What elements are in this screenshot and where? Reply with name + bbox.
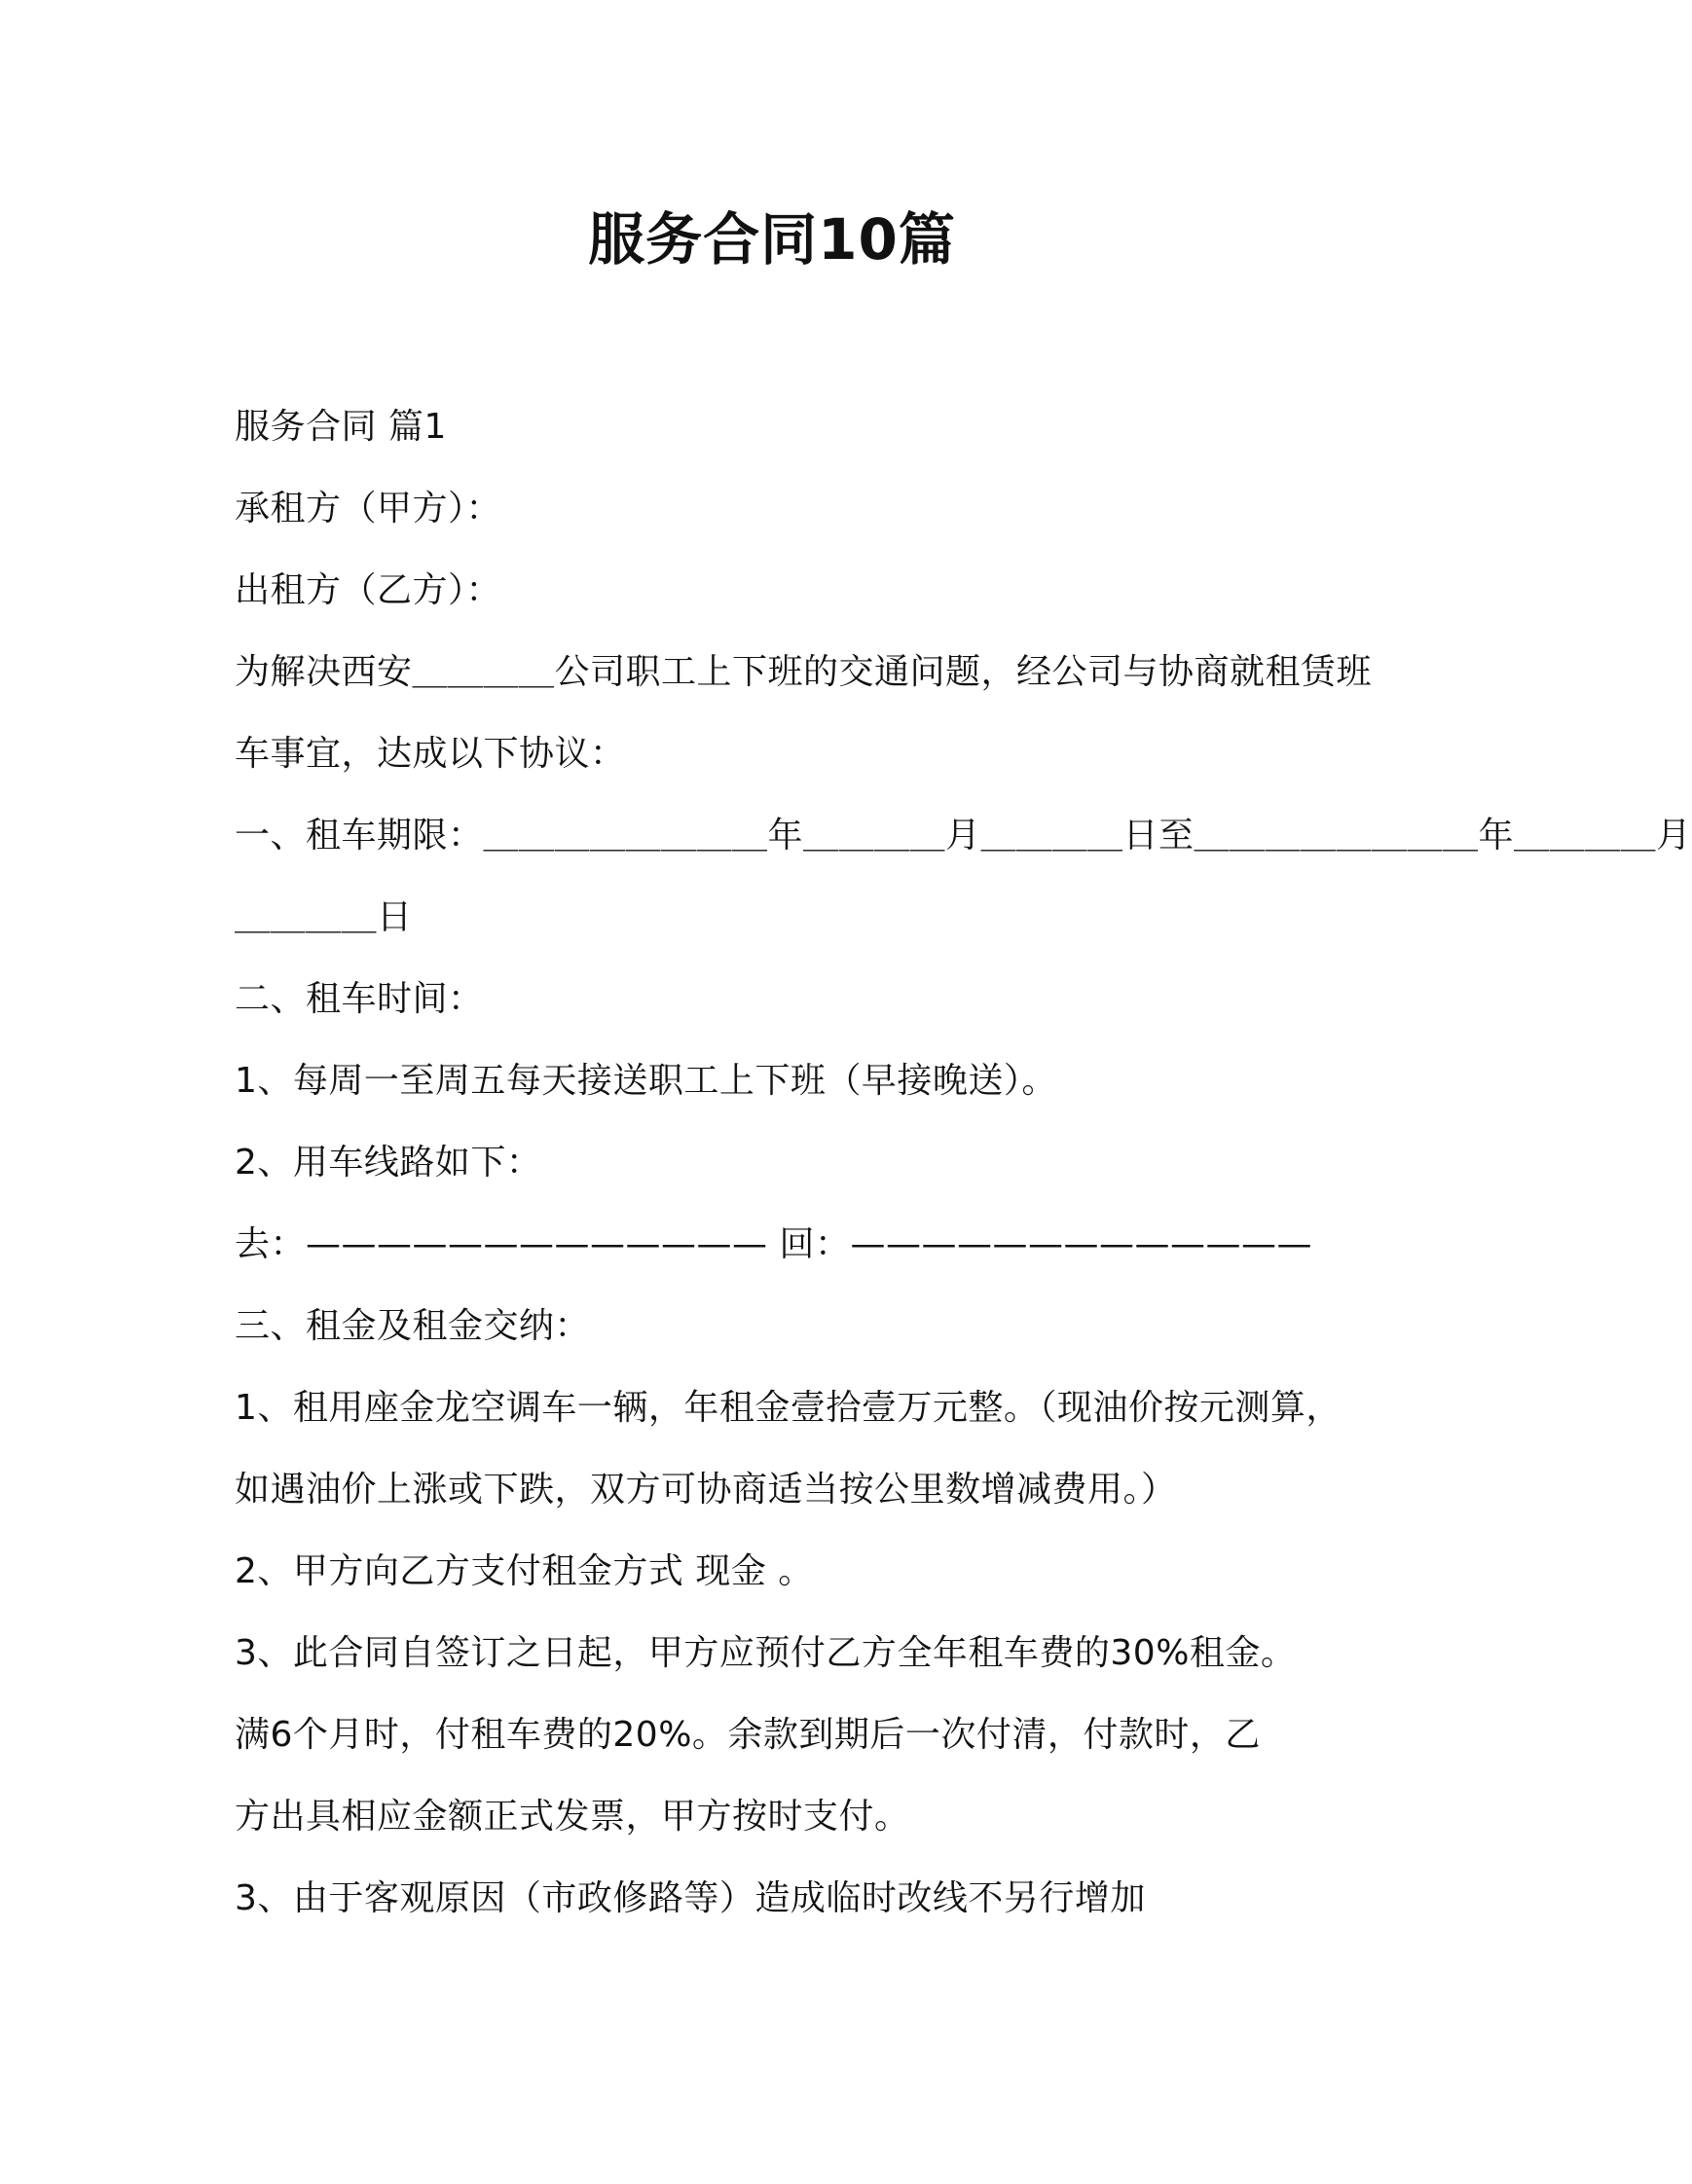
clause-heading: 二、租车时间： bbox=[235, 979, 484, 1019]
document-title: 服务合同10篇 bbox=[588, 206, 956, 273]
rental-period-line: 一、租车期限：＿＿＿＿＿＿＿＿年＿＿＿＿月＿＿＿＿日至＿＿＿＿＿＿＿＿年＿＿＿＿月 bbox=[235, 816, 1692, 855]
clause-item: 方出具相应金额正式发票，甲方按时支付。 bbox=[235, 1797, 910, 1837]
section-heading: 服务合同 篇1 bbox=[235, 407, 447, 447]
clause-heading: 三、租金及租金交纳： bbox=[235, 1306, 591, 1346]
rental-period-line: ＿＿＿＿日 bbox=[235, 897, 413, 937]
clause-item: 1、租用座金龙空调车一辆，年租金壹拾壹万元整。（现油价按元测算， bbox=[235, 1388, 1342, 1428]
clause-item: 3、由于客观原因（市政修路等）造成临时改线不另行增加 bbox=[235, 1878, 1146, 1918]
clause-item: 2、用车线路如下： bbox=[235, 1143, 542, 1183]
clause-item: 3、此合同自签订之日起，甲方应预付乙方全年租车费的30%租金。 bbox=[235, 1633, 1297, 1673]
clause-item: 满6个月时，付租车费的20%。余款到期后一次付清，付款时，乙 bbox=[235, 1715, 1261, 1755]
clause-item: 2、甲方向乙方支付租金方式 现金 。 bbox=[235, 1551, 814, 1591]
paragraph-line: 车事宜，达成以下协议： bbox=[235, 734, 626, 774]
clause-item: 如遇油价上涨或下跌，双方可协商适当按公里数增减费用。） bbox=[235, 1470, 1177, 1510]
clause-item: 1、每周一至周五每天接送职工上下班（早接晚送）。 bbox=[235, 1061, 1057, 1101]
paragraph-line: 为解决西安＿＿＿＿公司职工上下班的交通问题，经公司与协商就租赁班 bbox=[235, 652, 1373, 692]
lessee-line: 承租方（甲方）： bbox=[235, 489, 502, 528]
route-line: 去：————————————— 回：————————————— bbox=[235, 1224, 1312, 1264]
lessor-line: 出租方（乙方）： bbox=[235, 570, 502, 610]
